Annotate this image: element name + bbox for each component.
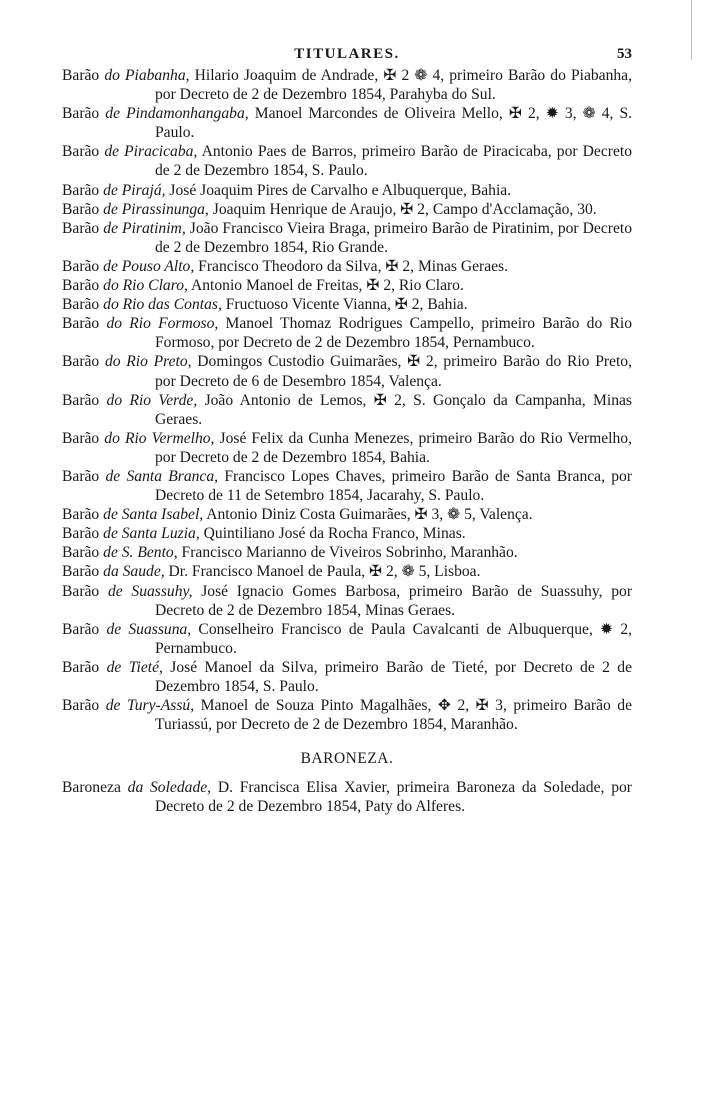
entry-text: Joaquim Henrique de Araujo, ✠ 2, Campo d'Acclamação, 30. <box>212 200 597 218</box>
entry-title: do Rio Vermelho, <box>104 429 215 447</box>
entry <box>62 200 632 219</box>
entry-text: Manoel Marcondes de Oliveira Mello, ✠ 2, ✹ 3, ❁ 4, S. Paulo. <box>155 105 633 142</box>
page-edge-line <box>691 0 692 60</box>
entry <box>62 429 632 467</box>
entry-prefix: Barão <box>62 315 100 333</box>
entry-title: da Saude, <box>103 563 165 581</box>
entry-title: de Pindamonhangaba, <box>105 105 249 123</box>
entry-title: de Pirassinunga, <box>103 200 209 218</box>
running-title: TITULARES. <box>294 46 400 62</box>
entry <box>62 505 632 524</box>
baroneza-entries <box>62 778 632 816</box>
section-heading-baroneza: BARONEZA. <box>300 750 394 768</box>
entry-title: de Piratinim, <box>103 219 186 237</box>
entry-prefix: Barão <box>62 391 100 409</box>
entry-title: do Rio Verde, <box>106 391 198 409</box>
entry-title: do Rio das Contas, <box>103 296 222 314</box>
entry-prefix: Barão <box>62 525 100 543</box>
entry-prefix: Barão <box>62 143 100 161</box>
entry-text: Conselheiro Francisco de Paula Cavalcanti de Albuquerque, ✹ 2, Pernambuco. <box>155 620 633 657</box>
entry <box>62 467 632 505</box>
entry-title: de Santa Luzia, <box>103 525 200 543</box>
entry <box>62 295 632 314</box>
entry <box>62 620 632 658</box>
entry <box>62 276 632 295</box>
entry-title: da Soledade, <box>127 779 212 797</box>
entry <box>62 696 632 734</box>
entry-text: Quintiliano José da Rocha Franco, Minas. <box>203 525 466 543</box>
entry-text: Antonio Manoel de Freitas, ✠ 2, Rio Claro. <box>190 277 464 295</box>
entry-text: José Felix da Cunha Menezes, primeiro Barão do Rio Vermelho, por Decreto de 2 de Dezembro 1854, Bahia. <box>155 429 632 466</box>
entry-title: de Tieté, <box>106 658 163 676</box>
entry-title: de Suassuhy, <box>107 582 193 600</box>
entry-text: Antonio Paes de Barros, primeiro Barão de Piracicaba, por Decreto de 2 de Dezembro 1854, S. Paulo. <box>155 143 632 180</box>
page-header <box>62 46 632 68</box>
entry-text: José Joaquim Pires de Carvalho e Albuquerque, Bahia. <box>169 181 512 199</box>
entry-prefix: Barão <box>62 277 100 295</box>
entry-text: Francisco Theodoro da Silva, ✠ 2, Minas Geraes. <box>198 257 509 275</box>
barao-entries <box>62 66 632 734</box>
entry <box>62 658 632 696</box>
entry <box>62 142 632 180</box>
entry-title: de Pirajá, <box>103 181 166 199</box>
entry-title: de Pouso Alto, <box>103 257 195 275</box>
entry-text: Fructuoso Vicente Vianna, ✠ 2, Bahia. <box>225 296 468 314</box>
entry <box>62 219 632 257</box>
entry-prefix: Barão <box>62 506 100 524</box>
entry <box>62 314 632 352</box>
entry <box>62 391 632 429</box>
entry-text: João Francisco Vieira Braga, primeiro Barão de Piratinim, por Decreto de 2 de Dezembro 1854, Rio Grande. <box>155 219 632 256</box>
entry-prefix: Barão <box>62 219 100 237</box>
entry <box>62 524 632 543</box>
entry-title: de Piracicaba, <box>104 143 198 161</box>
entry <box>62 562 632 581</box>
entry-text: Manoel Thomaz Rodrigues Campello, primeiro Barão do Rio Formoso, por Decreto de 2 de Dezembro 1854, Pernambuco. <box>155 315 632 352</box>
entry-title: de Santa Isabel, <box>103 506 204 524</box>
entry-prefix: Barão <box>62 257 100 275</box>
entry-prefix: Barão <box>62 658 100 676</box>
entry-text: Hilario Joaquim de Andrade, ✠ 2 ❁ 4, primeiro Barão do Piabanha, por Decreto de 2 de Dezembro 1854, Parahyba do Sul. <box>155 67 633 104</box>
entry-prefix: Barão <box>62 181 100 199</box>
entry-text: D. Francisca Elisa Xavier, primeira Baroneza da Soledade, por Decreto de 2 de Dezembro 1854, Paty do Alferes. <box>155 779 632 816</box>
entry-prefix: Barão <box>62 582 100 600</box>
entry-prefix: Barão <box>62 467 100 485</box>
entry <box>62 778 632 816</box>
entry-title: do Rio Claro, <box>103 277 188 295</box>
entry-prefix: Barão <box>62 697 100 715</box>
entry-prefix: Barão <box>62 200 100 218</box>
entry-prefix: Barão <box>62 544 100 562</box>
entry-title: do Piabanha, <box>104 67 190 84</box>
entry-text: Antonio Diniz Costa Guimarães, ✠ 3, ❁ 5, Valença. <box>206 506 533 524</box>
entry-prefix: Barão <box>62 429 100 447</box>
entry-prefix: Barão <box>62 296 100 314</box>
entry <box>62 104 632 142</box>
entry-text: João Antonio de Lemos, ✠ 2, S. Gonçalo da Campanha, Minas Geraes. <box>155 391 632 428</box>
entry-prefix: Barão <box>62 353 100 371</box>
entry <box>62 543 632 562</box>
entry-text: José Ignacio Gomes Barbosa, primeiro Barão de Suassuhy, por Decreto de 2 de Dezembro 1854, Minas Geraes. <box>155 582 633 619</box>
entry-title: de S. Bento, <box>103 544 178 562</box>
entry-title: do Rio Preto, <box>104 353 192 371</box>
entry-title: de Tury-Assú, <box>105 697 195 715</box>
entry-prefix: Baroneza <box>62 779 121 797</box>
entry <box>62 181 632 200</box>
page-number: 53 <box>617 46 632 62</box>
entry-title: de Santa Branca, <box>105 467 219 485</box>
entry-prefix: Barão <box>62 620 100 638</box>
entry <box>62 257 632 276</box>
entry-text: Manoel de Souza Pinto Magalhães, ✥ 2, ✠ 3, primeiro Barão de Turiassú, por Decreto de 2 de Dezembro 1854, Maranhão. <box>155 697 632 734</box>
entry-text: Dr. Francisco Manoel de Paula, ✠ 2, ❁ 5, Lisboa. <box>168 563 481 581</box>
entry-text: Domingos Custodio Guimarães, ✠ 2, primeiro Barão do Rio Preto, por Decreto de 6 de Desembro 1854, Valença. <box>155 353 633 390</box>
entry <box>62 352 632 390</box>
titulares-list <box>62 66 632 816</box>
entry-title: de Suassuna, <box>106 620 192 638</box>
entry-text: Francisco Lopes Chaves, primeiro Barão de Santa Branca, por Decreto de 11 de Setembro 1854, Jacarahy, S. Paulo. <box>155 467 633 505</box>
entry-prefix: Barão <box>62 563 100 581</box>
entry-prefix: Barão <box>62 67 100 84</box>
entry-text: Francisco Marianno de Viveiros Sobrinho, Maranhão. <box>181 544 518 562</box>
entry-title: do Rio Formoso, <box>106 315 219 333</box>
entry <box>62 66 632 104</box>
entry-text: José Manoel da Silva, primeiro Barão de Tieté, por Decreto de 2 de Dezembro 1854, S. Paulo. <box>155 658 632 695</box>
entry <box>62 582 632 620</box>
entry-prefix: Barão <box>62 105 100 123</box>
